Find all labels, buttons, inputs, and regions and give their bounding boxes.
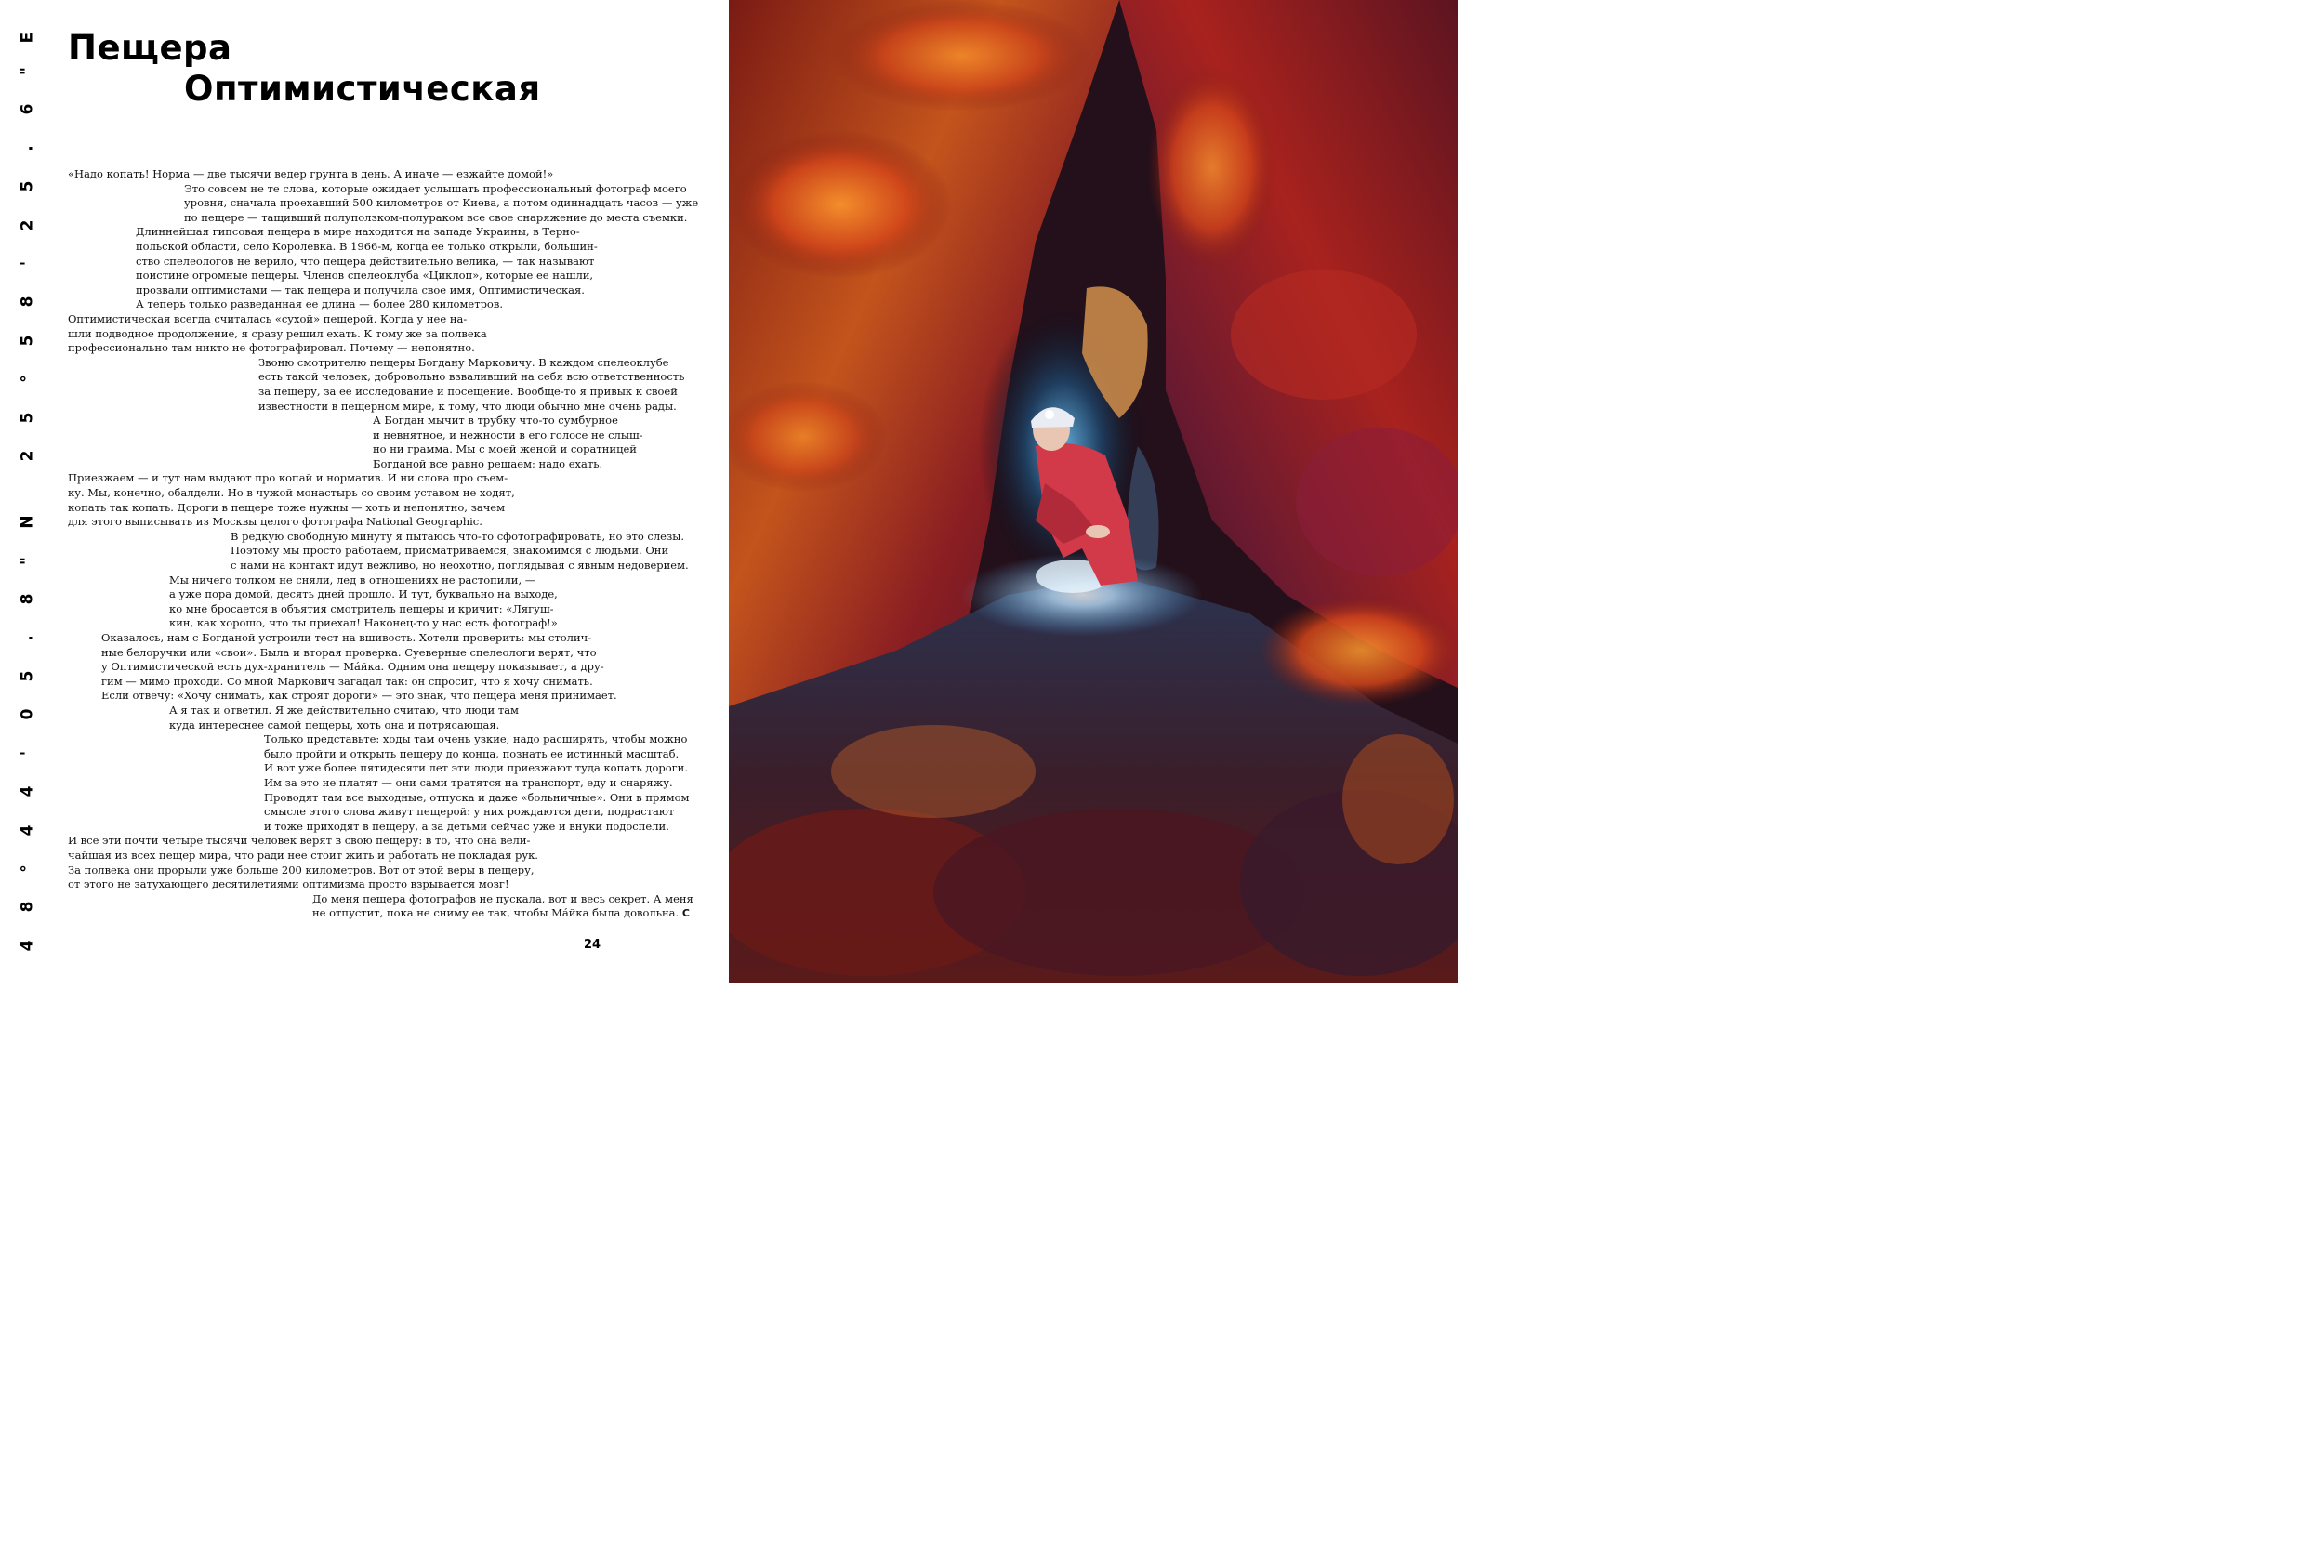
body-line: А я так и ответил. Я же действительно считаю, что люди там [169, 703, 519, 717]
body-line: смысле этого слова живут пещерой: у них рождаются дети, подрастают [264, 805, 675, 819]
body-line: Им за это не платят — они сами тратятся на транспорт, еду и снаряжу. [264, 775, 673, 789]
body-line: Только представьте: ходы там очень узкие, надо расширять, чтобы можно [264, 732, 688, 746]
coord-char: " [18, 67, 37, 75]
right-page [729, 0, 1458, 983]
coord-char: ° [18, 864, 37, 873]
coord-char: 4 [18, 785, 37, 797]
body-line: Поэтому мы просто работаем, присматриваемся, знакомимся с людьми. Они [231, 544, 669, 558]
coord-char: " [18, 557, 37, 565]
cave-photo [729, 0, 1458, 983]
body-line: Звоню смотрителю пещеры Богдану Марковичу. В каждом спелеоклубе [258, 355, 669, 369]
title-line-2: Оптимистическая [184, 69, 541, 109]
body-line: есть такой человек, добровольно взваливший на себя всю ответственность [258, 370, 685, 384]
body-line: Если отвечу: «Хочу снимать, как строят дороги» — это знак, что пещера меня принимает. [101, 689, 617, 703]
body-line-last-text: не отпустит, пока не сниму ее так, чтобы Ма́йка была довольна. [312, 906, 680, 920]
body-line: И все эти почти четыре тысячи человек верят в свою пещеру: в то, что она вели- [68, 834, 531, 848]
body-line: от этого не затухающего десятилетиями оптимизма просто взрывается мозг! [68, 877, 509, 891]
left-page [0, 0, 729, 983]
coord-char: ' [18, 750, 37, 757]
coord-char: 2 [18, 450, 37, 462]
body-line: по пещере — тащивший полуползком-полураком все свое снаряжение до места съемки. [184, 210, 688, 224]
body-line: Проводят там все выходные, отпуска и даже «больничные». Они в прямом [264, 790, 690, 804]
coord-char: 5 [18, 412, 37, 424]
coord-char: N [18, 515, 37, 529]
article-title [68, 28, 541, 110]
body-line: До меня пещера фотографов не пускала, вот и весь секрет. А меня [312, 891, 693, 905]
body-line: Приезжаем — и тут нам выдают про копай и норматив. И ни слова про съем- [68, 471, 508, 485]
gps-coordinates-vertical [11, 28, 45, 957]
coord-char: 4 [18, 824, 37, 837]
body-line: шли подводное продолжение, я сразу решил ехать. К тому же за полвека [68, 326, 487, 340]
body-line: А Богдан мычит в трубку что-то сумбурное [373, 414, 618, 428]
coord-char: 6 [18, 103, 37, 115]
title-line-1: Пещера [68, 28, 232, 68]
body-line: а уже пора домой, десять дней прошло. И тут, буквально на выходе, [169, 587, 558, 601]
body-line: профессионально там никто не фотографировал. Почему — непонятно. [68, 341, 475, 355]
body-line: куда интереснее самой пещеры, хоть она и потрясающая. [169, 718, 500, 731]
body-line: Богданой все равно решаем: надо ехать. [373, 456, 603, 470]
body-line: Длиннейшая гипсовая пещера в мире находится на западе Украины, в Терно- [136, 225, 580, 239]
body-line: было пройти и открыть пещеру до конца, познать ее истинный масштаб. [264, 746, 680, 760]
body-line: Это совсем не те слова, которые ожидает услышать профессиональный фотограф моего [184, 181, 687, 195]
body-line: у Оптимистической есть дух-хранитель — Ма́йка. Одним она пещеру показывает, а дру- [101, 660, 604, 674]
body-line: «Надо копать! Норма — две тысячи ведер грунта в день. А иначе — езжайте домой!» [68, 167, 554, 180]
body-line-last [68, 906, 690, 921]
body-line: для этого выписывать из Москвы целого фотографа National Geographic. [68, 515, 482, 529]
coord-char: 5 [18, 180, 37, 192]
body-line: Оказалось, нам с Богданой устроили тест на вшивость. Хотели проверить: мы столич- [101, 631, 592, 644]
coord-char: 8 [18, 901, 37, 913]
end-of-article-mark: С [681, 907, 690, 920]
body-line: чайшая из всех пещер мира, что ради нее стоит жить и работать не покладая рук. [68, 848, 538, 862]
body-line: ные белоручки или «свои». Была и вторая проверка. Суеверные спелеологи верят, что [101, 645, 597, 659]
body-line: и невнятное, и нежности в его голосе не слыш- [373, 428, 643, 441]
coord-char: 8 [18, 296, 37, 308]
body-line: За полвека они прорыли уже больше 200 километров. Вот от этой веры в пещеру, [68, 863, 535, 876]
coord-char: 5 [18, 335, 37, 347]
body-line: и тоже приходят в пещеру, а за детьми сейчас уже и внуки подоспели. [264, 819, 669, 833]
body-line: И вот уже более пятидесяти лет эти люди приезжают туда копать дороги. [264, 761, 689, 775]
coord-char: ' [18, 260, 37, 267]
coord-char: 0 [18, 708, 37, 720]
body-line: копать так копать. Дороги в пещере тоже нужны — хоть и непонятно, зачем [68, 500, 506, 514]
body-line: А теперь только разведанная ее длина — более 280 километров. [136, 297, 503, 311]
body-line: ство спелеологов не верило, что пещера действительно велика, — так называют [136, 254, 595, 268]
coord-char: 5 [18, 670, 37, 682]
coord-char: 8 [18, 593, 37, 605]
body-line: ко мне бросается в объятия смотритель пещеры и кричит: «Лягуш- [169, 601, 554, 615]
coord-char: E [18, 32, 37, 44]
body-line: Мы ничего толком не сняли, лед в отношениях не растопили, — [169, 573, 536, 586]
article-body [68, 167, 699, 921]
body-line: кин, как хорошо, что ты приехал! Наконец-то у нас есть фотограф!» [169, 616, 558, 630]
body-line: уровня, сначала проехавший 500 километров от Киева, а потом одиннадцать часов — уже [184, 196, 699, 210]
coord-char: . [18, 145, 37, 152]
body-line: ку. Мы, конечно, обалдели. Но в чужой монастырь со своим уставом не ходят, [68, 486, 515, 500]
body-line: В редкую свободную минуту я пытаюсь что-то сфотографировать, но это слезы. [231, 529, 685, 543]
coord-char: . [18, 635, 37, 641]
body-line: гим — мимо проходи. Со мной Маркович загадал так: он спросит, что я хочу снимать. [101, 674, 593, 688]
coord-char: ° [18, 375, 37, 383]
body-line: но ни грамма. Мы с моей женой и соратницей [373, 442, 637, 456]
body-line: с нами на контакт идут вежливо, но неохотно, поглядывая с явным недоверием. [231, 559, 689, 573]
page-number: 24 [584, 938, 601, 952]
coord-char: 2 [18, 219, 37, 231]
body-line: польской области, село Королевка. В 1966-м, когда ее только открыли, большин- [136, 239, 598, 253]
body-line: прозвали оптимистами — так пещера и получила свое имя, Оптимистическая. [136, 283, 585, 296]
body-line: за пещеру, за ее исследование и посещение. Вообще-то я привык к своей [258, 384, 678, 398]
body-line: Оптимистическая всегда считалась «сухой» пещерой. Когда у нее на- [68, 311, 468, 325]
body-line: известности в пещерном мире, к тому, что люди обычно мне очень рады. [258, 399, 677, 413]
coord-char: 4 [18, 940, 37, 952]
body-line: поистине огромные пещеры. Членов спелеоклуба «Циклоп», которые ее нашли, [136, 269, 594, 283]
